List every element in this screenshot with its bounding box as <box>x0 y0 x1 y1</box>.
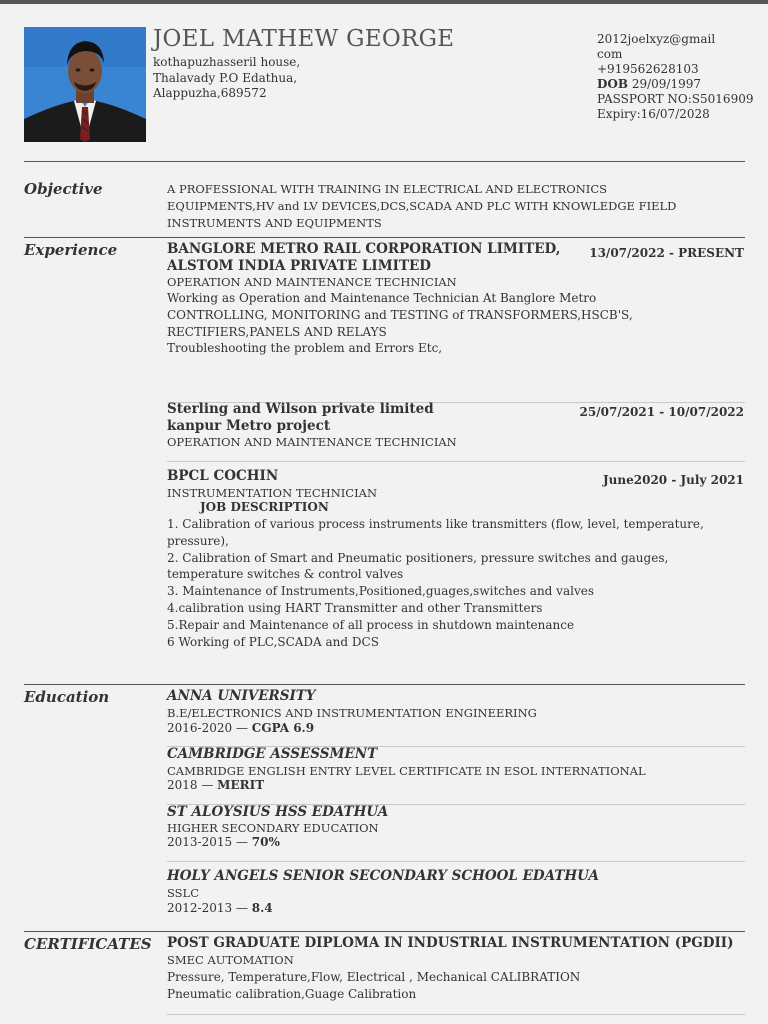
objective-text <box>167 181 727 231</box>
education-years <box>167 834 727 851</box>
address-line: Thalavady P.O Edathua, <box>153 70 298 85</box>
education-years <box>167 720 727 737</box>
score: 8.4 <box>251 901 273 915</box>
job-description <box>167 290 727 357</box>
education-school: ST ALOYSIUS HSS EDATHUA <box>167 804 389 820</box>
sub-divider <box>167 461 745 462</box>
years-text: 2018 — <box>167 778 218 792</box>
dob <box>597 77 762 92</box>
section-label-education: Education <box>24 688 110 706</box>
section-label-objective: Objective <box>24 180 103 198</box>
phone: +919562628103 <box>597 62 699 76</box>
description-line: 2. Calibration of Smart and Pneumatic positioners, pressure switches and gauges, <box>167 550 669 565</box>
job-role: INSTRUMENTATION TECHNICIAN <box>167 486 378 500</box>
section-label-experience: Experience <box>24 241 118 259</box>
education-school: CAMBRIDGE ASSESSMENT <box>167 746 378 762</box>
description-line: RECTIFIERS,PANELS AND RELAYS <box>167 324 387 339</box>
section-label-certificates: CERTIFICATES <box>24 935 152 953</box>
passport: PASSPORT NO:S5016909 <box>597 92 754 106</box>
divider <box>24 161 745 162</box>
job-role: OPERATION AND MAINTENANCE TECHNICIAN <box>167 275 457 289</box>
description-line: Working as Operation and Maintenance Technician At Banglore Metro <box>167 291 597 305</box>
job-date: June2020 - July 2021 <box>602 473 744 487</box>
score: CGPA 6.9 <box>251 721 315 735</box>
description-line: temperature switches & control valves <box>167 567 404 582</box>
dob-value: 29/09/1997 <box>631 77 702 91</box>
description-line: 4.calibration using HART Transmitter and other Transmitters <box>167 600 543 615</box>
company-line: kanpur Metro project <box>167 417 331 434</box>
description-line: 1. Calibration of various process instruments like transmitters (flow, level, temperature, <box>167 517 704 531</box>
company-line: Sterling and Wilson private limited <box>167 401 434 417</box>
years-text: 2013-2015 — <box>167 835 252 849</box>
top-bar <box>0 0 768 4</box>
certificate-details <box>167 969 727 1003</box>
sub-divider <box>167 1014 745 1015</box>
email-line: 2012joelxyz@gmail <box>597 32 716 46</box>
passport-expiry: Expiry:16/07/2028 <box>597 107 710 121</box>
job-description-label: JOB DESCRIPTION <box>200 500 329 514</box>
education-school: HOLY ANGELS SENIOR SECONDARY SCHOOL EDATHUA <box>167 868 599 884</box>
objective-line: INSTRUMENTS AND EQUIPMENTS <box>167 215 382 230</box>
divider <box>24 237 745 238</box>
certificate-org: SMEC AUTOMATION <box>167 953 294 967</box>
certificate-line: Pneumatic calibration,Guage Calibration <box>167 986 417 1001</box>
certificate-line: Pressure, Temperature,Flow, Electrical , Mechanical CALIBRATION <box>167 970 581 984</box>
job-company <box>167 401 434 434</box>
address <box>153 55 300 102</box>
contact-block <box>597 32 762 122</box>
description-line: CONTROLLING, MONITORING and TESTING of TRANSFORMERS,HSCB'S, <box>167 307 633 322</box>
objective-line: A PROFESSIONAL WITH TRAINING IN ELECTRICAL AND ELECTRONICS <box>167 182 608 196</box>
years-text: 2012-2013 — <box>167 901 252 915</box>
description-line: Troubleshooting the problem and Errors Etc, <box>167 341 443 356</box>
job-role: OPERATION AND MAINTENANCE TECHNICIAN <box>167 435 457 449</box>
description-line: 3. Maintenance of Instruments,Positioned,guages,switches and valves <box>167 584 594 599</box>
job-company <box>167 468 278 485</box>
divider <box>24 931 745 932</box>
sub-divider <box>167 861 745 862</box>
company-line: BANGLORE METRO RAIL CORPORATION LIMITED, <box>167 241 561 257</box>
education-degree: HIGHER SECONDARY EDUCATION <box>167 821 379 835</box>
job-date: 25/07/2021 - 10/07/2022 <box>579 405 744 419</box>
objective-line: EQUIPMENTS,HV and LV DEVICES,DCS,SCADA AND PLC WITH KNOWLEDGE FIELD <box>167 198 677 213</box>
address-line: Alappuzha,689572 <box>153 86 267 100</box>
education-degree: CAMBRIDGE ENGLISH ENTRY LEVEL CERTIFICATE IN ESOL INTERNATIONAL <box>167 764 646 778</box>
job-date: 13/07/2022 - PRESENT <box>589 246 744 260</box>
education-years <box>167 900 727 917</box>
score: MERIT <box>217 778 265 792</box>
job-description <box>167 516 727 650</box>
years-text: 2016-2020 — <box>167 721 252 735</box>
description-line: 5.Repair and Maintenance of all process in shutdown maintenance <box>167 617 575 632</box>
description-line: 6 Working of PLC,SCADA and DCS <box>167 634 379 649</box>
company-line: ALSTOM INDIA PRIVATE LIMITED <box>167 257 432 274</box>
candidate-name: JOEL MATHEW GEORGE <box>153 26 455 52</box>
education-degree: SSLC <box>167 886 199 900</box>
education-school: ANNA UNIVERSITY <box>167 688 316 704</box>
company-line: BPCL COCHIN <box>167 468 279 484</box>
job-company <box>167 241 560 274</box>
description-line: pressure), <box>167 533 229 548</box>
dob-label: DOB <box>597 77 629 91</box>
profile-photo <box>24 27 146 142</box>
score: 70% <box>251 835 280 849</box>
certificate-title: POST GRADUATE DIPLOMA IN INDUSTRIAL INSTRUMENTATION (PGDII) <box>167 935 734 951</box>
education-years <box>167 777 727 794</box>
divider <box>24 684 745 685</box>
education-degree: B.E/ELECTRONICS AND INSTRUMENTATION ENGINEERING <box>167 706 537 720</box>
email-line: com <box>597 47 623 61</box>
address-line: kothapuzhasseril house, <box>153 55 301 69</box>
